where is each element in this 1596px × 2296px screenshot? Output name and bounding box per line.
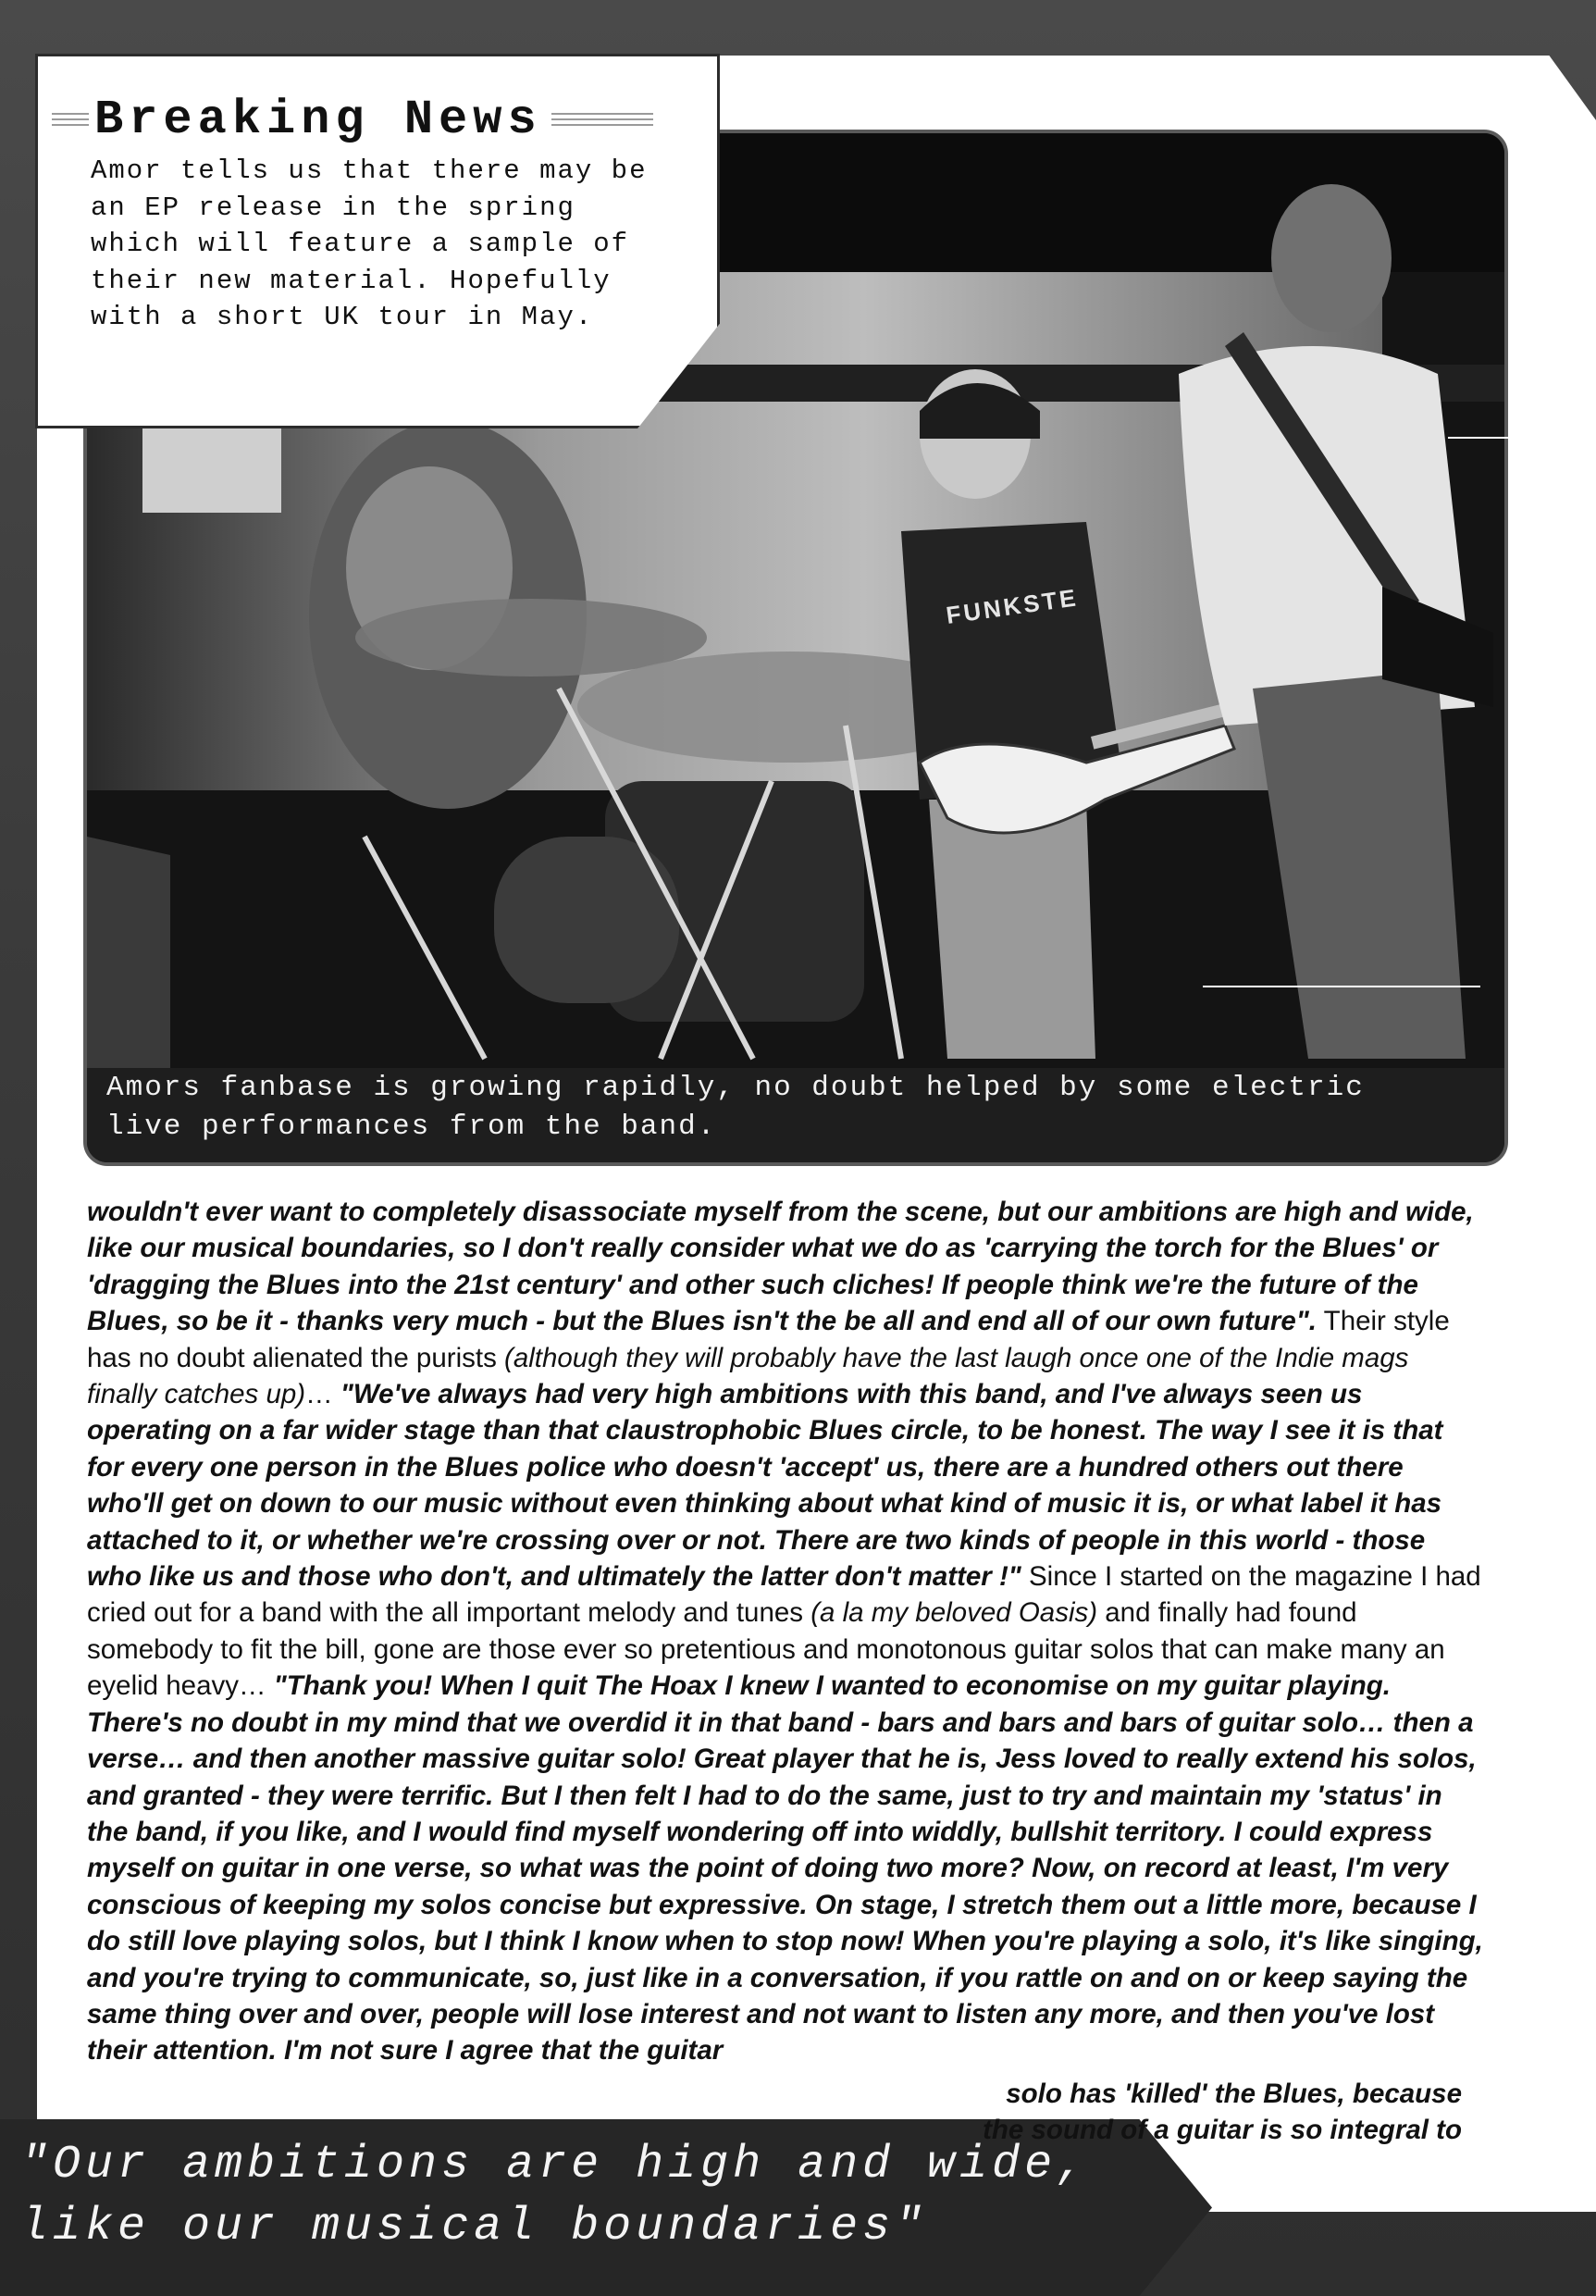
breaking-news-title: Breaking News <box>94 93 542 147</box>
photo-caption: Amors fanbase is growing rapidly, no doubt helped by some electric live performances from the band. <box>106 1072 1384 1143</box>
title-rule-left <box>52 113 89 128</box>
pull-quote: "Our ambitions are high and wide, like our musical boundaries" <box>20 2139 1090 2253</box>
divider-line <box>1448 437 1596 439</box>
divider-line <box>1203 986 1480 987</box>
quote-paragraph: wouldn't ever want to completely disassociate myself from the scene, but our ambitions are high and wide, like our musical boundaries, so I don't really consider what we do as 'carrying the torch for the Blues' or 'dragging the Blues into the 21st century' and other such cliches! If people think we're the future of the Blues, so be it - thanks very much - but the Blues isn't the be all and end all of our own future". <box>87 1197 1474 1337</box>
ellipsis-text: … <box>305 1379 340 1410</box>
breaking-news-header <box>52 93 653 147</box>
article-body <box>87 1194 1484 2069</box>
shirt-text: FUNKSTE <box>944 583 1081 629</box>
article-continuation: solo has 'killed' the Blues, because the sound of a guitar is so integral to <box>983 2079 1462 2146</box>
quote-paragraph: "We've always had very high ambitions with this band, and I've always seen us operating on a far wider stage than that claustrophobic Blues circle, to be honest. The way I see it is that for every one person in the Blues police who doesn't 'accept' us, there are a hundred others out there who'll get on down to our music without even thinking about what kind of music it is, or what label it has attached to it, or whether we're crossing over or not. There are two kinds of people in this world - those who like us and those who don't, and ultimately the latter don't matter !" <box>87 1379 1443 1593</box>
narrative-text: Since I started on the magazine I had cried out for a band with the all important melody and tunes <box>87 1561 1481 1629</box>
aside-text: (although they will probably have the last laugh once one of the Indie mags finally catches up) <box>87 1342 1409 1410</box>
breaking-news-body: Amor tells us that there may be an EP release in the spring which will feature a sample of their new material. Hopefully with a short UK tour in May. <box>91 155 648 332</box>
quote-paragraph: "Thank you! When I quit The Hoax I knew I wanted to economise on my guitar playing. There's no doubt in my mind that we overdid it in that band - bars and bars and bars of guitar solo… then a verse… and then another massive guitar solo! Great player that he is, Jess loved to really extend his solos, and granted - they were terrific. But I then felt I had to do the same, just to try and maintain my 'status' in the band, if you like, and I would find myself wondering off into widdly, bullshit territory. I could express myself on guitar in one verse, so what was the point of doing two more? Now, on record at least, I'm very conscious of keeping my solos concise but expressive. On stage, I stretch them out a little more, because I do still love playing solos, but I think I know when to stop now! When you're playing a solo, it's like singing, and you're trying to communicate, so, just like in a conversation, if you rattle on and on or keep saying the same thing over and over, people will lose interest and not want to listen any more, and then you've lost their attention. I'm not sure I agree that the guitar <box>87 1670 1483 2066</box>
aside-text: (a la my beloved Oasis) <box>810 1597 1098 1629</box>
title-rule-right <box>551 113 653 128</box>
narrative-text: and finally had found somebody to fit the bill, gone are those ever so pretentious and monotonous guitar solos that can make many an eyelid heavy… <box>87 1597 1445 1702</box>
narrative-text: Their style has no doubt alienated the purists <box>87 1306 1450 1373</box>
